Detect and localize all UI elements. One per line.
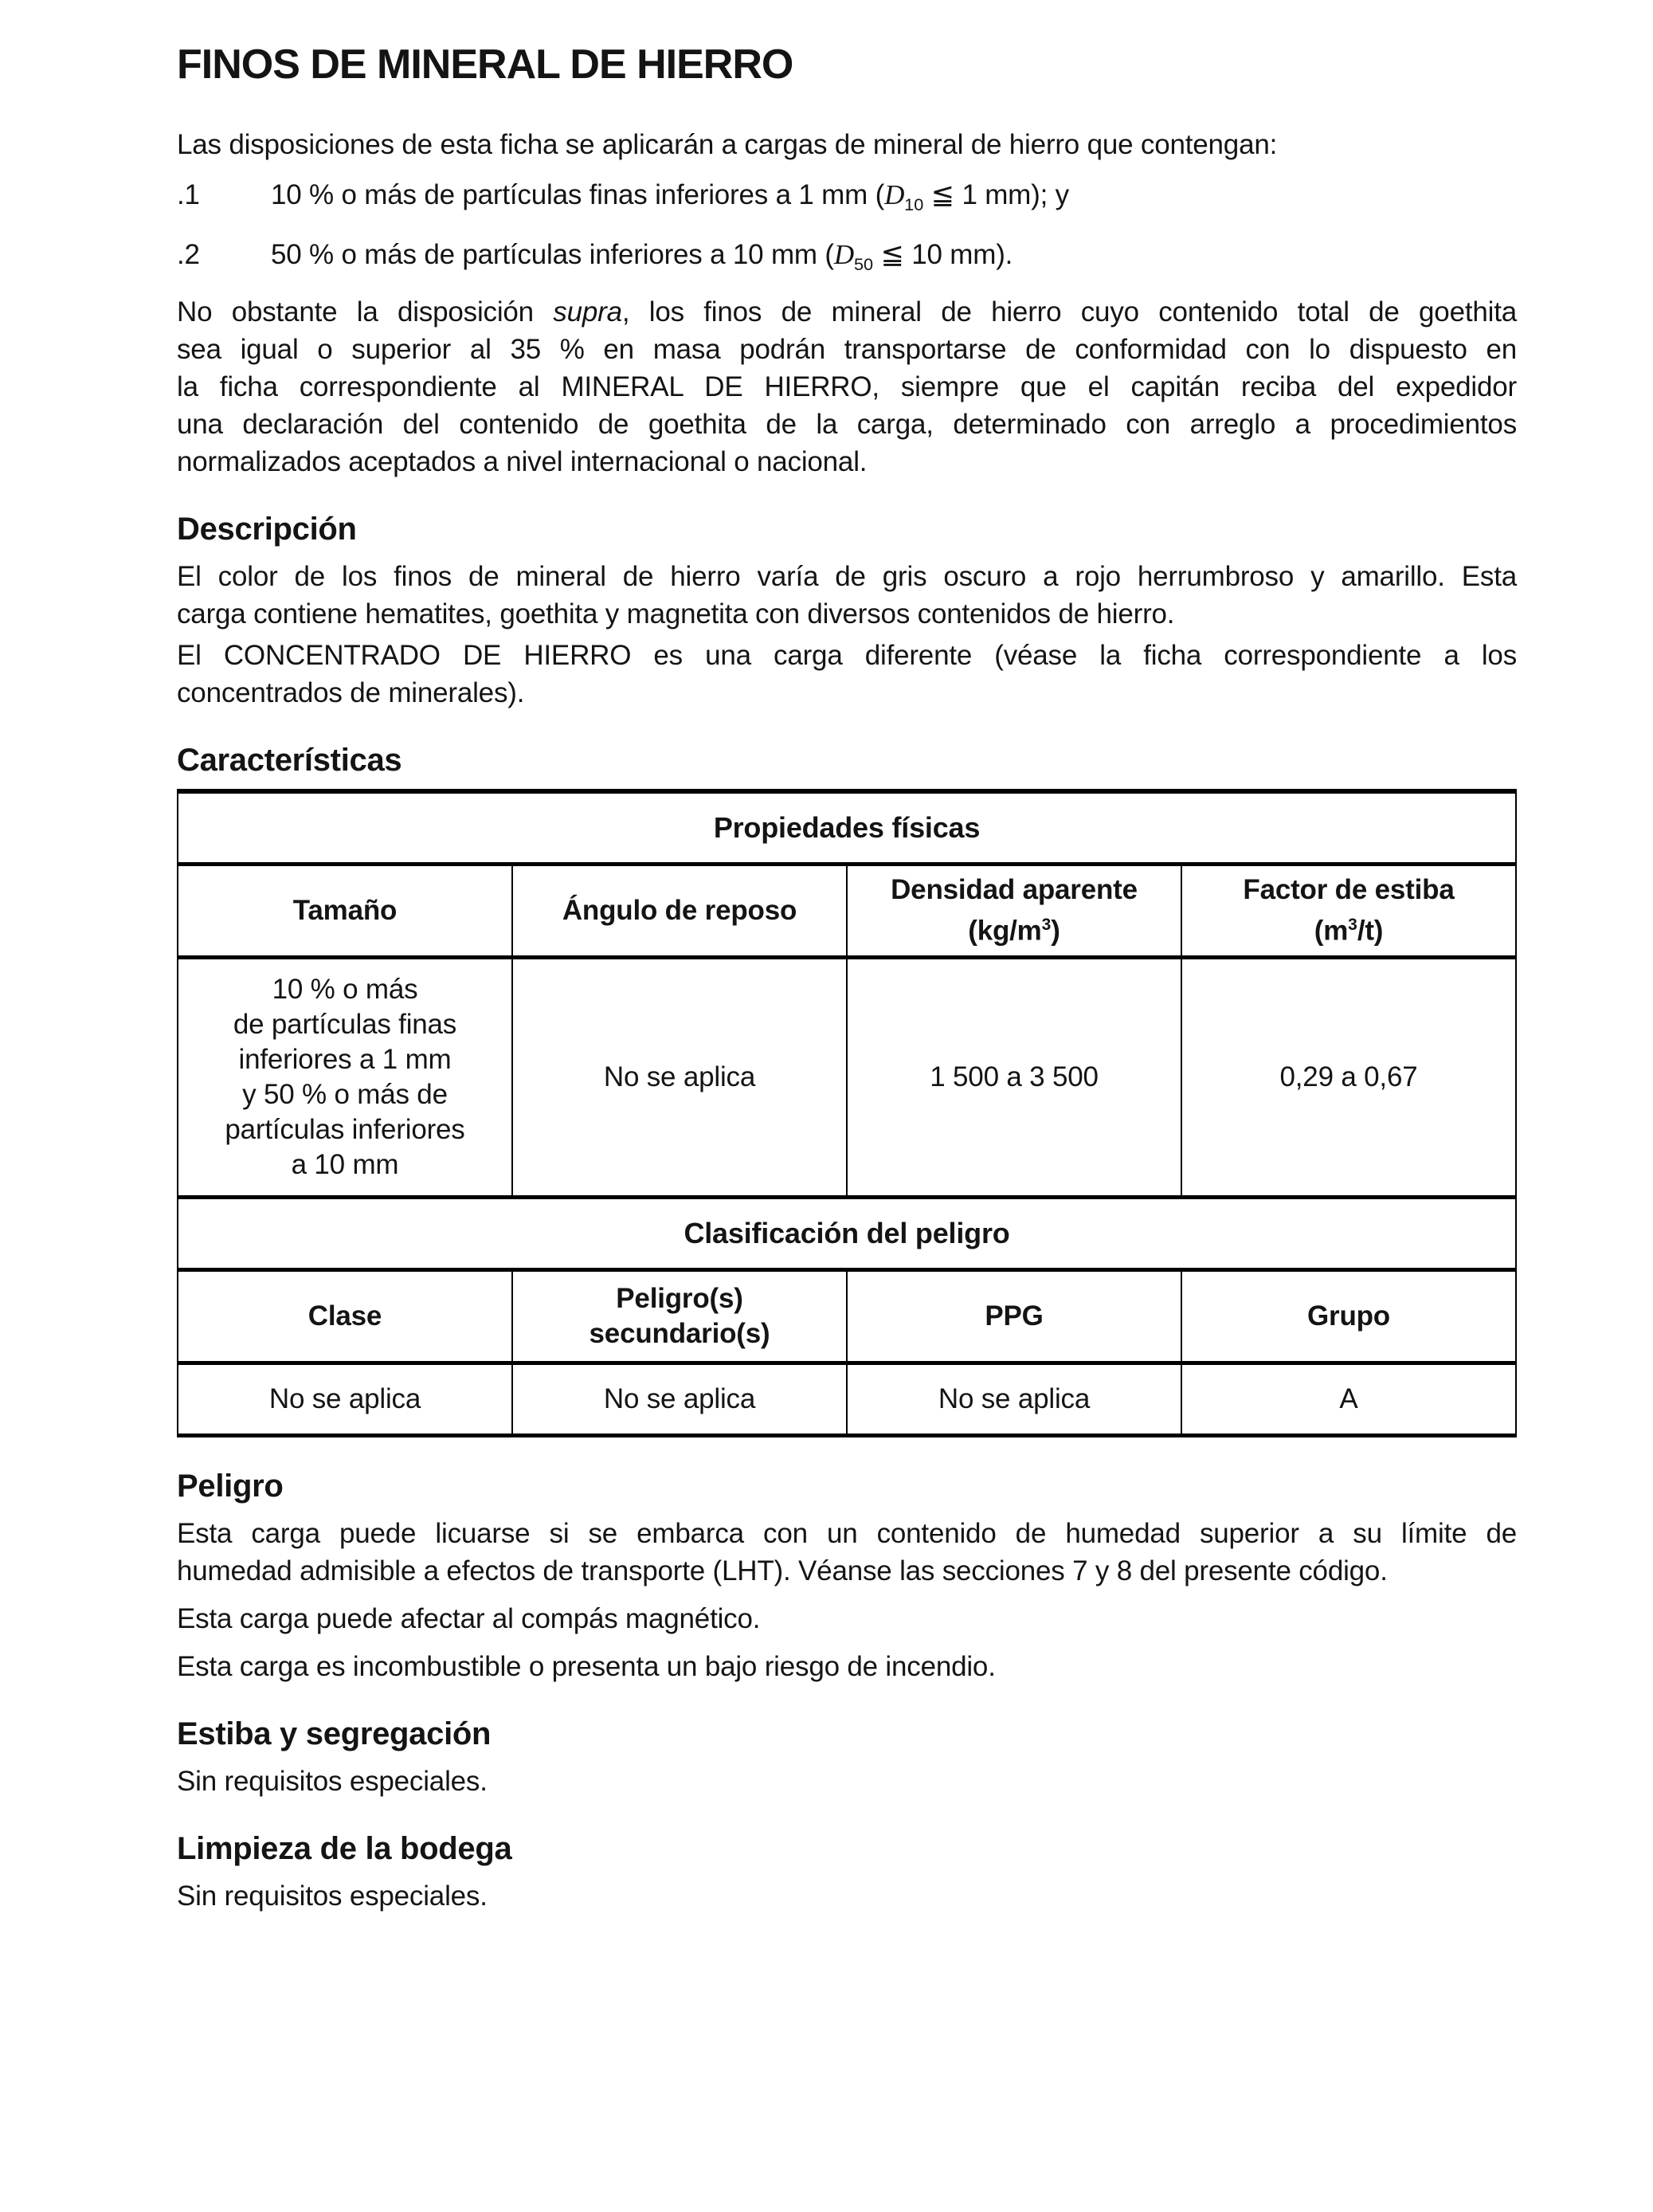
list-item-1-marker: .1 <box>177 179 200 210</box>
column-header-densidad-unit <box>856 908 1173 949</box>
list-item-2-marker: .2 <box>177 239 200 270</box>
factor-unit-pre: (m <box>1314 915 1349 947</box>
cell-clase-value: No se aplica <box>178 1363 512 1436</box>
tamano-line-5: partículas inferiores <box>225 1114 465 1145</box>
factor-unit-superscript: 3 <box>1348 916 1357 935</box>
column-header-tamano: Tamaño <box>178 865 512 958</box>
peligro-paragraph-1 <box>177 1515 1517 1590</box>
peligros-header-line-1: Peligro(s) <box>616 1283 743 1314</box>
cell-ppg-value: No se aplica <box>847 1363 1181 1436</box>
note-line-5: normalizados aceptados a nivel internacional o nacional. <box>177 446 868 477</box>
section-heading-limpieza: Limpieza de la bodega <box>177 1831 512 1866</box>
cell-grupo-value: A <box>1181 1363 1516 1436</box>
note-line-1 <box>177 293 1517 331</box>
note-line-1-pre: No obstante la disposición <box>177 296 554 327</box>
peligro-p1-line-1: Esta carga puede licuarse si se embarca con un contenido de humedad superior a su límite de <box>177 1518 1517 1549</box>
list-item-2-text-pre: 50 % o más de partículas inferiores a 10 mm ( <box>271 239 834 270</box>
cell-angulo-value: No se aplica <box>512 958 847 1198</box>
descripcion-p2-line-1: El CONCENTRADO DE HIERRO es una carga diferente (véase la ficha correspondiente a los <box>177 640 1517 671</box>
table-row-hazard-values <box>178 1363 1516 1436</box>
tamano-line-6: a 10 mm <box>291 1149 399 1180</box>
factor-unit-post: /t) <box>1357 915 1384 947</box>
column-header-densidad-line-1: Densidad aparente <box>891 874 1138 906</box>
limpieza-body: Sin requisitos especiales. <box>177 1881 488 1912</box>
cell-tamano-value <box>178 958 512 1198</box>
list-item-2-text <box>271 239 1013 274</box>
cell-factor-value: 0,29 a 0,67 <box>1181 958 1516 1198</box>
list-item-1-subscript: 10 <box>904 194 924 214</box>
cell-peligros-value: No se aplica <box>512 1363 847 1436</box>
column-header-clase: Clase <box>178 1270 512 1363</box>
note-line-4: una declaración del contenido de goethita de la carga, determinado con arreglo a procedimientos <box>177 409 1517 440</box>
descripcion-p1-line-1: El color de los finos de mineral de hierro varía de gris oscuro a rojo herrumbroso y amarillo. Esta <box>177 561 1517 592</box>
table-section-header-propiedades-fisicas: Propiedades físicas <box>178 791 1516 865</box>
section-heading-descripcion: Descripción <box>177 512 357 547</box>
note-line-2: sea igual o superior al 35 % en masa podrán transportarse de conformidad con lo dispuesto en <box>177 334 1517 365</box>
column-header-ppg: PPG <box>847 1270 1181 1363</box>
table-row-clasificacion-peligro <box>178 1198 1516 1270</box>
list-item-2-variable: D <box>833 239 854 270</box>
column-header-factor-unit <box>1190 908 1507 949</box>
column-header-factor-de-estiba <box>1181 865 1516 958</box>
densidad-unit-pre: (kg/m <box>968 915 1042 947</box>
tamano-line-4: y 50 % o más de <box>242 1079 448 1110</box>
list-item-1-text-pre: 10 % o más de partículas finas inferiores a 1 mm ( <box>271 179 885 210</box>
section-heading-estiba: Estiba y segregación <box>177 1716 492 1751</box>
column-header-factor-line-1: Factor de estiba <box>1243 874 1455 906</box>
intro-paragraph: Las disposiciones de esta ficha se aplicarán a cargas de mineral de hierro que contengan: <box>177 129 1278 160</box>
table-row-propiedades-fisicas <box>178 791 1516 865</box>
densidad-unit-superscript: 3 <box>1041 916 1052 935</box>
column-header-densidad-aparente <box>847 865 1181 958</box>
descripcion-paragraph-1 <box>177 558 1517 633</box>
cell-densidad-value: 1 500 a 3 500 <box>847 958 1181 1198</box>
tamano-line-2: de partículas finas <box>233 1009 457 1040</box>
note-line-1-post: , los finos de mineral de hierro cuyo contenido total de goethita <box>621 296 1517 327</box>
note-line-1-italic: supra <box>553 296 622 327</box>
section-heading-peligro: Peligro <box>177 1469 284 1504</box>
peligro-paragraph-2: Esta carga puede afectar al compás magnético. <box>177 1603 761 1634</box>
descripcion-p2-line-2: concentrados de minerales). <box>177 677 525 708</box>
column-header-angulo-de-reposo: Ángulo de reposo <box>512 865 847 958</box>
tamano-line-3: inferiores a 1 mm <box>238 1044 452 1075</box>
estiba-body: Sin requisitos especiales. <box>177 1766 488 1797</box>
list-item-2-text-post: ≦ 10 mm). <box>873 239 1013 270</box>
peligro-p1-line-2: humedad admisible a efectos de transporte (LHT). Véanse las secciones 7 y 8 del presente código. <box>177 1555 1388 1586</box>
page-title: FINOS DE MINERAL DE HIERRO <box>177 41 793 88</box>
characteristics-table <box>177 789 1517 1437</box>
column-header-peligros-secundarios <box>512 1270 847 1363</box>
list-item-1-text-post: ≦ 1 mm); y <box>923 179 1069 210</box>
list-item-1 <box>177 176 1517 223</box>
peligros-header-line-2: secundario(s) <box>589 1318 770 1349</box>
note-paragraph <box>177 293 1517 480</box>
descripcion-paragraph-2 <box>177 637 1517 712</box>
table-row-physical-headers <box>178 865 1516 958</box>
table-row-physical-values <box>178 958 1516 1198</box>
densidad-unit-post: ) <box>1051 915 1060 947</box>
tamano-line-1: 10 % o más <box>272 974 418 1005</box>
list-item-2-subscript: 50 <box>853 254 874 274</box>
table-section-header-clasificacion: Clasificación del peligro <box>178 1198 1516 1270</box>
section-heading-caracteristicas: Características <box>177 743 402 778</box>
table-row-hazard-headers <box>178 1270 1516 1363</box>
peligro-paragraph-3: Esta carga es incombustible o presenta un bajo riesgo de incendio. <box>177 1651 996 1682</box>
list-item-1-text <box>271 179 1069 214</box>
column-header-grupo: Grupo <box>1181 1270 1516 1363</box>
list-item-1-variable: D <box>884 179 905 210</box>
note-line-3: la ficha correspondiente al MINERAL DE HIERRO, siempre que el capitán reciba del expedidor <box>177 371 1517 402</box>
list-item-2 <box>177 236 1517 283</box>
descripcion-p1-line-2: carga contiene hematites, goethita y magnetita con diversos contenidos de hierro. <box>177 598 1175 629</box>
